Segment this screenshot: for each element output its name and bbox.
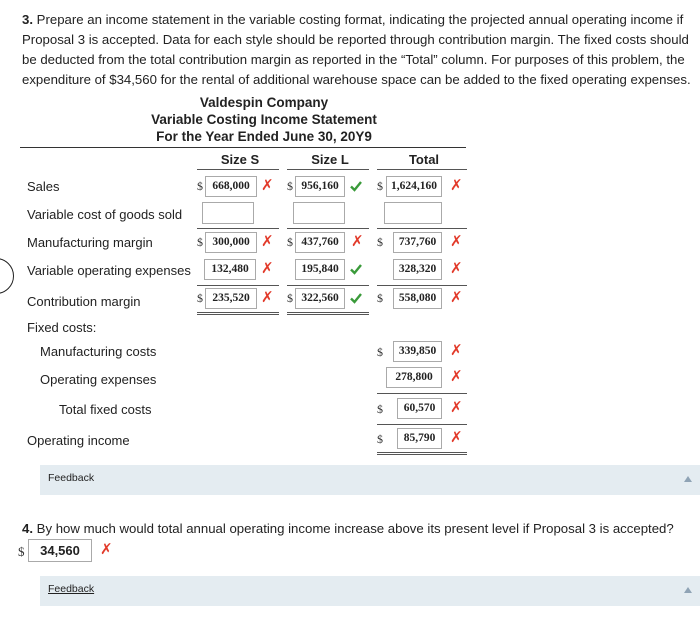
dollar-sign: $: [377, 345, 383, 359]
incorrect-icon: ✗: [261, 289, 274, 306]
vcogs-total-input[interactable]: [384, 202, 442, 224]
col-underline: [287, 169, 369, 170]
question-3-number: 3.: [22, 12, 33, 27]
row-label-contribution-margin: Contribution margin: [27, 294, 141, 309]
dollar-sign: $: [377, 291, 383, 305]
dollar-sign: $: [287, 179, 293, 193]
dollar-sign: $: [197, 235, 203, 249]
fixed-manufacturing-input[interactable]: 339,850: [393, 341, 442, 362]
subtotal-rule: [377, 424, 467, 425]
question-3-body: Prepare an income statement in the variable costing format, indicating the projected annual operating income if Proposal 3 is accepted. Data for each style should be reported through contribution margin. The fixed costs should be deducted from the total contribution margin as reported in the “Total” column. For purposes of this problem, the expenditure of $34,560 for the rental of additional warehouse space can be added to the fixed operating expenses.: [22, 12, 691, 87]
side-circle: [0, 258, 14, 294]
row-label-sales: Sales: [27, 179, 60, 194]
double-underline: [197, 312, 279, 315]
feedback-bar-q3[interactable]: [40, 465, 700, 495]
col-header-total: Total: [408, 152, 440, 167]
incorrect-icon: ✗: [261, 260, 274, 277]
row-label-fixed-manufacturing: Manufacturing costs: [40, 344, 157, 359]
incorrect-icon: ✗: [450, 233, 463, 250]
q4-answer-input[interactable]: 34,560: [28, 539, 92, 562]
statement-title: Variable Costing Income Statement: [151, 112, 377, 127]
dollar-sign: $: [377, 402, 383, 416]
row-label-variable-operating-expenses: Variable operating expenses: [27, 263, 191, 278]
vcogs-size-s-input[interactable]: [202, 202, 254, 224]
company-name: Valdespin Company: [199, 95, 329, 110]
col-underline: [377, 169, 467, 170]
mfg-margin-size-s-input[interactable]: 300,000: [205, 232, 257, 253]
subtotal-rule: [197, 285, 279, 286]
mfg-margin-size-l-input[interactable]: 437,760: [295, 232, 345, 253]
dollar-sign: $: [377, 235, 383, 249]
question-4-text: [22, 521, 674, 536]
dollar-sign: $: [287, 235, 293, 249]
dollar-sign: $: [287, 291, 293, 305]
var-opex-size-s-input[interactable]: 132,480: [204, 259, 256, 280]
incorrect-icon: ✗: [450, 260, 463, 277]
feedback-link[interactable]: Feedback: [48, 583, 95, 595]
feedback-label: Feedback: [48, 472, 95, 484]
incorrect-icon: ✗: [450, 342, 463, 359]
question-4-number: 4.: [22, 521, 33, 536]
col-header-size-s: Size S: [220, 152, 260, 167]
row-label-fixed-costs: Fixed costs:: [27, 320, 97, 335]
double-underline: [287, 312, 369, 315]
row-label-fixed-operating: Operating expenses: [40, 372, 157, 387]
contribution-size-l-input[interactable]: 322,560: [295, 288, 345, 309]
sales-size-s-input[interactable]: 668,000: [205, 176, 257, 197]
col-header-size-l: Size L: [311, 152, 349, 167]
incorrect-icon: ✗: [450, 429, 463, 446]
row-label-operating-income: Operating income: [27, 433, 130, 448]
correct-check-icon: [349, 262, 363, 276]
subtotal-rule: [197, 228, 279, 229]
incorrect-icon: ✗: [351, 233, 364, 250]
dollar-sign: $: [197, 179, 203, 193]
subtotal-rule: [287, 228, 369, 229]
incorrect-icon: ✗: [261, 177, 274, 194]
total-fixed-input[interactable]: 60,570: [397, 398, 442, 419]
expand-triangle-icon[interactable]: [684, 476, 692, 482]
row-label-variable-cogs: Variable cost of goods sold: [27, 207, 183, 222]
incorrect-icon: ✗: [450, 399, 463, 416]
contribution-total-input[interactable]: 558,080: [393, 288, 442, 309]
incorrect-icon: ✗: [261, 233, 274, 250]
incorrect-icon: ✗: [450, 289, 463, 306]
sales-total-input[interactable]: 1,624,160: [386, 176, 442, 197]
incorrect-icon: ✗: [450, 368, 463, 385]
row-label-manufacturing-margin: Manufacturing margin: [27, 235, 153, 250]
statement-period: For the Year Ended June 30, 20Y9: [156, 129, 372, 144]
fixed-operating-input[interactable]: 278,800: [386, 367, 442, 388]
subtotal-rule: [377, 393, 467, 394]
dollar-sign: $: [18, 544, 25, 559]
subtotal-rule: [377, 285, 467, 286]
var-opex-size-l-input[interactable]: 195,840: [295, 259, 345, 280]
contribution-size-s-input[interactable]: 235,520: [205, 288, 257, 309]
incorrect-icon: ✗: [100, 541, 113, 558]
expand-triangle-icon[interactable]: [684, 587, 692, 593]
dollar-sign: $: [377, 432, 383, 446]
dollar-sign: $: [197, 291, 203, 305]
header-rule: [20, 147, 466, 148]
var-opex-total-input[interactable]: 328,320: [393, 259, 442, 280]
subtotal-rule: [377, 228, 467, 229]
mfg-margin-total-input[interactable]: 737,760: [393, 232, 442, 253]
correct-check-icon: [349, 179, 363, 193]
question-4-body: By how much would total annual operating income increase above its present level if Proposal 3 is accepted?: [36, 521, 674, 536]
sales-size-l-input[interactable]: 956,160: [295, 176, 345, 197]
double-underline: [377, 452, 467, 455]
row-label-total-fixed-costs: Total fixed costs: [59, 402, 152, 417]
correct-check-icon: [349, 291, 363, 305]
dollar-sign: $: [377, 179, 383, 193]
feedback-bar-q4[interactable]: [40, 576, 700, 606]
question-3-text: [22, 10, 694, 90]
subtotal-rule: [287, 285, 369, 286]
col-underline: [197, 169, 279, 170]
vcogs-size-l-input[interactable]: [293, 202, 345, 224]
operating-income-input[interactable]: 85,790: [397, 428, 442, 449]
incorrect-icon: ✗: [450, 177, 463, 194]
